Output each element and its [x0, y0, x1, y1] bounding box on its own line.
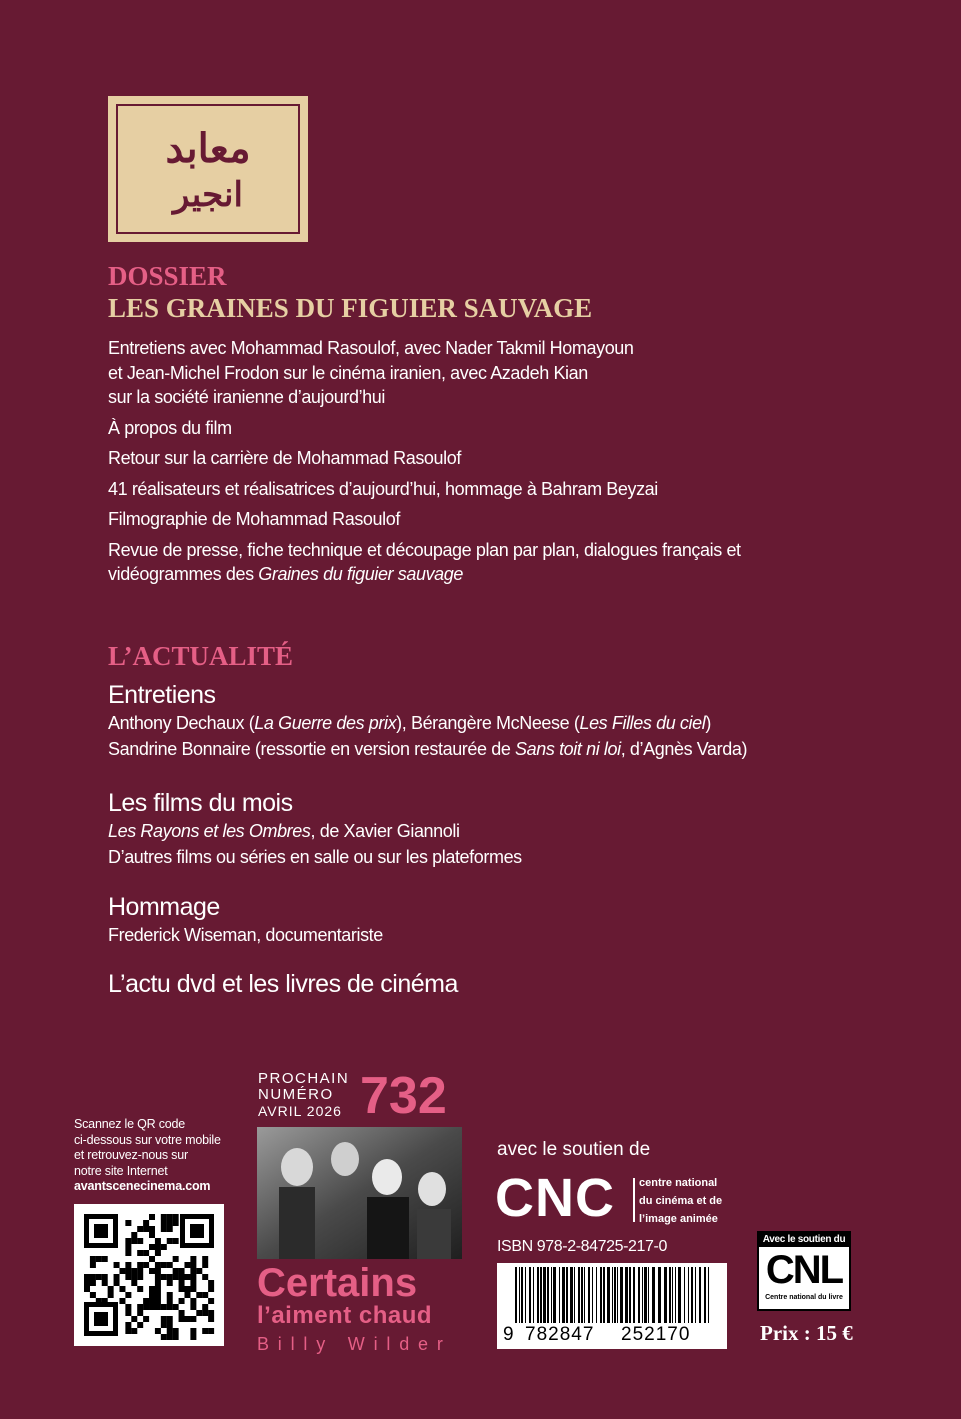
qr-module: [125, 1262, 131, 1268]
qr-module: [131, 1268, 137, 1274]
barcode-bar: [708, 1267, 709, 1323]
next-issue-film-title-1: Certains: [257, 1261, 418, 1305]
qr-module: [125, 1304, 131, 1310]
cnl-logo: CNL: [765, 1248, 843, 1292]
qr-module: [202, 1310, 208, 1316]
qr-module: [208, 1316, 214, 1322]
films-line-1: [108, 818, 828, 844]
barcode-bar: [617, 1267, 618, 1323]
barcode-bar: [584, 1267, 585, 1323]
dossier-item-press-line1: Revue de presse, fiche technique et découpage plan par plan, dialogues français et: [108, 539, 741, 560]
barcode-bar: [570, 1267, 573, 1323]
barcode-bar: [515, 1267, 517, 1323]
qr-module: [102, 1280, 108, 1286]
qr-module: [84, 1280, 90, 1286]
hommage-line: Frederick Wiseman, documentariste: [108, 925, 383, 945]
cnl-bottom-text: Centre national du livre: [765, 1294, 843, 1301]
qr-module: [167, 1214, 173, 1220]
qr-module: [143, 1226, 149, 1232]
qr-module: [190, 1262, 196, 1268]
qr-module: [149, 1298, 155, 1304]
barcode-bar: [540, 1267, 542, 1323]
qr-module: [114, 1280, 120, 1286]
qr-module: [125, 1238, 131, 1244]
qr-module: [161, 1262, 167, 1268]
qr-module: [167, 1262, 173, 1268]
qr-module: [149, 1286, 155, 1292]
cnc-line-2: du cinéma et de: [639, 1195, 723, 1207]
films-line-2: D’autres films ou séries en salle ou sur les plateformes: [108, 847, 522, 867]
qr-module: [96, 1298, 102, 1304]
qr-module: [190, 1304, 196, 1310]
qr-module: [208, 1310, 214, 1316]
qr-module: [131, 1238, 137, 1244]
barcode-bar: [574, 1267, 575, 1323]
qr-module: [167, 1226, 173, 1232]
qr-module: [190, 1328, 196, 1334]
calligraphy-logo: [108, 96, 308, 242]
qr-module: [179, 1280, 185, 1286]
qr-module: [161, 1214, 167, 1220]
qr-module: [161, 1334, 167, 1340]
qr-module: [155, 1286, 161, 1292]
qr-module: [149, 1226, 155, 1232]
actualite-films: [108, 789, 828, 870]
qr-module: [143, 1316, 149, 1322]
barcode-bar: [559, 1267, 560, 1323]
hommage-heading: Hommage: [108, 893, 220, 921]
qr-module: [137, 1310, 143, 1316]
barcode-bar: [625, 1267, 628, 1323]
barcode-bar: [672, 1267, 673, 1323]
entretiens-line-2: [108, 736, 828, 762]
qr-module: [167, 1274, 173, 1280]
entretiens-heading: Entretiens: [108, 681, 216, 709]
barcode-digits-right: 252170: [621, 1324, 691, 1345]
qr-module: [119, 1286, 125, 1292]
qr-module: [149, 1232, 155, 1238]
dossier-kicker: DOSSIER: [108, 261, 227, 291]
dossier-title: LES GRAINES DU FIGUIER SAUVAGE: [108, 293, 593, 323]
qr-module: [167, 1280, 173, 1286]
entretiens-line1-a-italic: La Guerre des prix: [254, 713, 397, 733]
barcode-bar: [678, 1267, 681, 1323]
next-issue-number: 732: [360, 1067, 447, 1125]
qr-module: [173, 1274, 179, 1280]
barcode-bar: [652, 1267, 655, 1323]
dossier-item-directors: 41 réalisateurs et réalisatrices d’aujourd’hui, hommage à Bahram Beyzai: [108, 478, 658, 499]
qr-module: [167, 1298, 173, 1304]
actualite-entretiens: [108, 681, 828, 762]
calligraphy-line-2: انجیر: [173, 175, 243, 215]
qr-line-4: notre site Internet: [74, 1163, 168, 1178]
qr-module: [190, 1268, 196, 1274]
qr-line-1: Scannez le QR code: [74, 1117, 186, 1131]
qr-module: [90, 1274, 96, 1280]
qr-module: [143, 1304, 149, 1310]
qr-module: [161, 1244, 167, 1250]
next-issue-label: [258, 1071, 349, 1120]
entretiens-line1-b-italic: Les Filles du ciel: [579, 713, 706, 733]
calligraphy-logo-inner: [116, 104, 300, 234]
qr-module: [196, 1292, 202, 1298]
qr-module: [190, 1316, 196, 1322]
cnl-logo-box: [757, 1231, 851, 1311]
qr-module: [137, 1286, 143, 1292]
qr-module: [161, 1304, 167, 1310]
qr-module: [184, 1274, 190, 1280]
barcode-bar: [533, 1267, 534, 1323]
qr-module: [131, 1316, 137, 1322]
qr-module: [167, 1238, 173, 1244]
qr-module: [155, 1250, 161, 1256]
qr-module: [119, 1298, 125, 1304]
qr-module: [167, 1322, 173, 1328]
entretiens-line2-a: Sandrine Bonnaire (ressortie en version restaurée de: [108, 739, 516, 759]
qr-module: [190, 1298, 196, 1304]
qr-module: [149, 1256, 155, 1262]
qr-module: [179, 1316, 185, 1322]
qr-module: [114, 1262, 120, 1268]
next-issue-film-title-2: l’aiment chaud: [257, 1302, 433, 1329]
qr-module: [137, 1268, 143, 1274]
qr-module: [125, 1250, 131, 1256]
barcode-bar: [553, 1267, 556, 1323]
barcode-bar: [629, 1267, 631, 1323]
qr-module: [125, 1244, 131, 1250]
qr-module: [179, 1310, 185, 1316]
qr-module: [155, 1274, 161, 1280]
barcode-bar: [699, 1267, 701, 1323]
qr-code-graphic: [74, 1204, 224, 1346]
qr-module: [208, 1286, 214, 1292]
qr-module: [125, 1268, 131, 1274]
qr-module: [173, 1334, 179, 1340]
dossier-item-career: Retour sur la carrière de Mohammad Rasoulof: [108, 448, 461, 468]
qr-module: [143, 1298, 149, 1304]
qr-module: [196, 1268, 202, 1274]
barcode-bar: [543, 1267, 546, 1323]
isbn: ISBN 978-2-84725-217-0: [497, 1238, 667, 1255]
qr-module: [131, 1274, 137, 1280]
qr-module: [108, 1286, 114, 1292]
qr-module: [179, 1298, 185, 1304]
qr-module: [125, 1310, 131, 1316]
qr-line-2: ci-dessous sur votre mobile: [74, 1132, 221, 1147]
qr-module: [167, 1292, 173, 1298]
qr-module: [173, 1268, 179, 1274]
qr-module: [161, 1322, 167, 1328]
qr-module: [155, 1244, 161, 1250]
qr-module: [90, 1262, 96, 1268]
qr-module: [131, 1328, 137, 1334]
barcode-bar: [529, 1267, 531, 1323]
qr-module: [149, 1292, 155, 1298]
barcode-bar: [607, 1267, 610, 1323]
qr-module: [167, 1328, 173, 1334]
qr-module: [161, 1316, 167, 1322]
barcode-bar: [551, 1267, 552, 1323]
barcode-bar: [695, 1267, 696, 1323]
actu-dvd: L’actu dvd et les livres de cinéma: [108, 970, 458, 998]
barcode-bar: [675, 1267, 676, 1323]
dossier-item-press-line2-italic: Graines du figuier sauvage: [258, 564, 464, 584]
barcode-bars: [497, 1263, 727, 1325]
qr-module: [102, 1298, 108, 1304]
qr-module: [179, 1268, 185, 1274]
qr-module: [184, 1316, 190, 1322]
qr-module: [143, 1250, 149, 1256]
entretiens-line1-c: ): [705, 713, 711, 733]
qr-module: [167, 1334, 173, 1340]
barcode-bar: [644, 1267, 647, 1323]
dossier-item-interviews-line3: sur la société iranienne d’aujourd’hui: [108, 387, 385, 407]
qr-module: [96, 1256, 102, 1262]
qr-module: [155, 1304, 161, 1310]
qr-module: [202, 1256, 208, 1262]
qr-module: [190, 1256, 196, 1262]
qr-module: [173, 1328, 179, 1334]
qr-module: [208, 1280, 214, 1286]
qr-module: [84, 1286, 90, 1292]
barcode-bar: [638, 1267, 640, 1323]
next-issue-line-2: NUMÉRO: [258, 1086, 334, 1103]
cnc-logo: CNC: [495, 1168, 615, 1228]
qr-module: [161, 1220, 167, 1226]
barcode-bar: [537, 1267, 539, 1323]
qr-module: [90, 1256, 96, 1262]
dossier-item-press: [108, 538, 808, 587]
qr-module: [173, 1238, 179, 1244]
qr-module: [173, 1214, 179, 1220]
qr-module: [184, 1292, 190, 1298]
dossier-item-about: À propos du film: [108, 417, 232, 438]
dossier-item-interviews: [108, 336, 808, 410]
qr-module: [202, 1262, 208, 1268]
qr-module: [190, 1274, 196, 1280]
barcode-bar: [581, 1267, 583, 1323]
qr-module: [149, 1268, 155, 1274]
qr-module: [137, 1226, 143, 1232]
qr-module: [173, 1220, 179, 1226]
barcode-bar: [566, 1267, 568, 1323]
actualite-hommage: [108, 893, 828, 948]
qr-module: [202, 1292, 208, 1298]
qr-module: [137, 1322, 143, 1328]
qr-module: [179, 1274, 185, 1280]
barcode-bar: [633, 1267, 635, 1323]
qr-module: [196, 1310, 202, 1316]
next-issue-photo-graphic: [257, 1127, 462, 1259]
cnc-line-1: centre national: [639, 1177, 718, 1189]
qr-module: [149, 1244, 155, 1250]
qr-module: [90, 1280, 96, 1286]
qr-module: [84, 1274, 90, 1280]
qr-module: [155, 1262, 161, 1268]
qr-module: [149, 1214, 155, 1220]
barcode-bar: [684, 1267, 685, 1323]
qr-module: [143, 1220, 149, 1226]
qr-module: [155, 1280, 161, 1286]
qr-module: [155, 1268, 161, 1274]
cnc-text: [639, 1174, 722, 1228]
qr-module: [125, 1322, 131, 1328]
qr-module: [208, 1298, 214, 1304]
entretiens-line-1: [108, 710, 828, 736]
barcode-bar: [669, 1267, 671, 1323]
barcode-bar: [658, 1267, 661, 1323]
barcode-bar: [521, 1267, 523, 1323]
barcode-bar: [562, 1267, 565, 1323]
entretiens-line1-a: Anthony Dechaux (: [108, 713, 255, 733]
qr-module: [173, 1256, 179, 1262]
barcode-bar: [596, 1267, 597, 1323]
qr-module: [173, 1304, 179, 1310]
qr-module: [155, 1292, 161, 1298]
films-line1-italic: Les Rayons et les Ombres: [108, 821, 311, 841]
qr-module: [90, 1292, 96, 1298]
qr-module: [137, 1304, 143, 1310]
barcode-bar: [578, 1267, 580, 1323]
dossier-item-filmography: Filmographie de Mohammad Rasoulof: [108, 509, 400, 529]
qr-code[interactable]: [74, 1204, 224, 1346]
qr-module: [202, 1328, 208, 1334]
cnc-divider: [633, 1178, 635, 1222]
actualite-title: L’ACTUALITÉ: [108, 641, 294, 671]
qr-module: [167, 1316, 173, 1322]
qr-line-3: et retrouvez-nous sur: [74, 1148, 188, 1162]
barcode-bar: [614, 1267, 616, 1323]
qr-module: [161, 1274, 167, 1280]
dossier-item-interviews-line1: Entretiens avec Mohammad Rasoulof, avec Nader Takmil Homayoun: [108, 338, 634, 358]
qr-module: [125, 1220, 131, 1226]
qr-module: [143, 1262, 149, 1268]
barcode-bar: [600, 1267, 602, 1323]
calligraphy-line-1: معابد: [165, 125, 251, 172]
qr-module: [131, 1232, 137, 1238]
barcode-bar: [620, 1267, 623, 1323]
qr-module: [202, 1274, 208, 1280]
qr-module: [179, 1286, 185, 1292]
qr-url: avantscenecinema.com: [74, 1179, 211, 1193]
qr-module: [208, 1328, 214, 1334]
qr-module: [167, 1304, 173, 1310]
qr-module: [96, 1274, 102, 1280]
next-issue-line-3: AVRIL 2026: [258, 1103, 342, 1119]
cnl-top-text: Avec le soutien du: [759, 1233, 849, 1247]
qr-module: [137, 1250, 143, 1256]
qr-module: [155, 1238, 161, 1244]
qr-module: [102, 1256, 108, 1262]
barcode-bar: [612, 1267, 613, 1323]
qr-module: [114, 1274, 120, 1280]
qr-module: [190, 1334, 196, 1340]
entretiens-line2-a-italic: Sans toit ni loi: [515, 739, 621, 759]
qr-module: [167, 1220, 173, 1226]
qr-module: [184, 1262, 190, 1268]
next-issue-photo: [257, 1127, 462, 1259]
dossier-list: [108, 336, 808, 587]
qr-module: [155, 1298, 161, 1304]
qr-module: [137, 1262, 143, 1268]
qr-instructions: [74, 1117, 221, 1195]
barcode-bar: [519, 1267, 520, 1323]
qr-module: [125, 1292, 131, 1298]
barcode-bar: [603, 1267, 605, 1323]
qr-module: [137, 1274, 143, 1280]
barcode-bar: [704, 1267, 706, 1323]
qr-module: [155, 1328, 161, 1334]
films-line1-rest: , de Xavier Giannoli: [310, 821, 460, 841]
films-heading: Les films du mois: [108, 789, 293, 817]
qr-module: [125, 1274, 131, 1280]
qr-module: [125, 1328, 131, 1334]
barcode: [497, 1263, 727, 1349]
barcode-digits-left: 782847: [525, 1324, 595, 1345]
barcode-digit-first: 9: [503, 1324, 514, 1345]
support-label: avec le soutien de: [497, 1139, 651, 1160]
qr-module: [131, 1280, 137, 1286]
next-issue-line-1: PROCHAIN: [258, 1070, 350, 1087]
barcode-bar: [525, 1267, 526, 1323]
qr-module: [161, 1226, 167, 1232]
qr-module: [119, 1268, 125, 1274]
cnc-line-3: l’image animée: [639, 1213, 718, 1225]
qr-module: [102, 1274, 108, 1280]
dossier-item-press-line2-prefix: vidéogrammes des: [108, 564, 259, 584]
entretiens-line1-b: ), Bérangère McNeese (: [396, 713, 580, 733]
barcode-bar: [588, 1267, 590, 1323]
qr-module: [149, 1304, 155, 1310]
price: Prix : 15 €: [760, 1321, 853, 1345]
next-issue-director: Billy Wilder: [257, 1334, 452, 1354]
qr-module: [184, 1286, 190, 1292]
qr-module: [202, 1304, 208, 1310]
qr-module: [137, 1238, 143, 1244]
barcode-bar: [691, 1267, 693, 1323]
barcode-bar: [688, 1267, 689, 1323]
barcode-bar: [648, 1267, 649, 1323]
barcode-bar: [642, 1267, 643, 1323]
dossier-item-interviews-line2: et Jean-Michel Frodon sur le cinéma iranien, avec Azadeh Kian: [108, 362, 588, 383]
qr-module: [108, 1292, 114, 1298]
qr-module: [190, 1280, 196, 1286]
qr-module: [190, 1286, 196, 1292]
barcode-bar: [547, 1267, 549, 1323]
barcode-bar: [592, 1267, 593, 1323]
entretiens-line2-b: , d’Agnès Varda): [620, 739, 748, 759]
barcode-bar: [664, 1267, 667, 1323]
